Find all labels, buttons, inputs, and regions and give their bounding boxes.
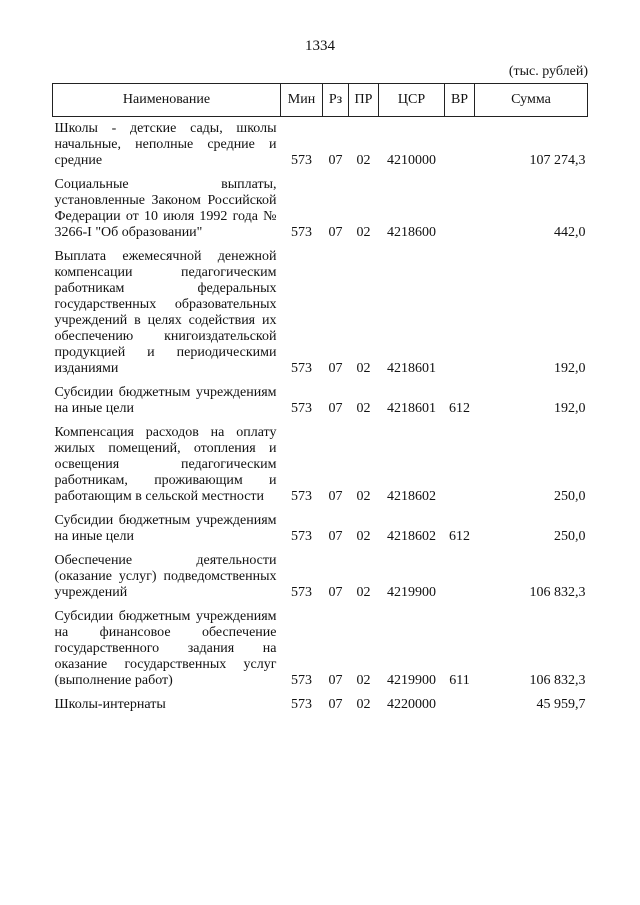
row-csr: 4210000 [387, 153, 436, 168]
row-name: Школы-интернаты [54, 697, 166, 712]
table-row [53, 549, 588, 605]
row-csr: 4218601 [387, 361, 436, 376]
row-name: Компенсация расходов на оплату жилых помещений, отопления и освещения педагогическим работникам, проживающим и работающим в сельской местности [54, 425, 277, 504]
row-min: 573 [291, 225, 312, 240]
table-row [53, 245, 588, 381]
row-min: 573 [291, 673, 312, 688]
column-header-csr: ЦСР [379, 84, 445, 117]
column-header-vr: ВР [445, 84, 475, 117]
table-header-row [53, 84, 588, 117]
row-csr: 4218601 [387, 401, 436, 416]
row-sum: 250,0 [554, 529, 586, 544]
row-min: 573 [291, 489, 312, 504]
row-name: Субсидии бюджетным учреждениям на иные цели [54, 385, 277, 416]
row-vr [445, 549, 475, 605]
row-csr: 4218600 [387, 225, 436, 240]
table-row [53, 509, 588, 549]
row-name: Субсидии бюджетным учреждениям на иные цели [54, 513, 277, 544]
row-vr [445, 117, 475, 174]
row-name: Школы - детские сады, школы начальные, неполные средние и средние [54, 121, 277, 168]
row-sum: 106 832,3 [529, 673, 586, 688]
row-vr [445, 173, 475, 245]
row-sum: 192,0 [554, 361, 586, 376]
row-csr: 4218602 [387, 529, 436, 544]
row-pr: 02 [356, 489, 371, 504]
row-min: 573 [291, 401, 312, 416]
row-name: Социальные выплаты, установленные Законом Российской Федерации от 10 июля 1992 года № 3266-I "Об образовании" [54, 177, 277, 240]
units-label: (тыс. рублей) [508, 64, 588, 79]
table-row [53, 693, 588, 717]
table-row [53, 421, 588, 509]
row-rz: 07 [328, 401, 343, 416]
row-rz: 07 [328, 529, 343, 544]
row-csr: 4219900 [387, 585, 436, 600]
row-name: Субсидии бюджетным учреждениям на финансовое обеспечение государственного задания на оказание государственных услуг (выполнение работ) [54, 609, 277, 688]
row-rz: 07 [328, 225, 343, 240]
table-row [53, 173, 588, 245]
row-min: 573 [291, 697, 312, 712]
row-rz: 07 [328, 361, 343, 376]
row-min: 573 [291, 153, 312, 168]
row-csr: 4219900 [387, 673, 436, 688]
row-rz: 07 [328, 153, 343, 168]
row-csr: 4218602 [387, 489, 436, 504]
row-sum: 442,0 [554, 225, 586, 240]
row-sum: 250,0 [554, 489, 586, 504]
column-header-name: Наименование [53, 84, 281, 117]
row-vr [445, 421, 475, 509]
row-csr: 4220000 [387, 697, 436, 712]
row-vr [445, 693, 475, 717]
table-row [53, 605, 588, 693]
row-sum: 107 274,3 [529, 153, 586, 168]
row-rz: 07 [328, 585, 343, 600]
row-sum: 192,0 [554, 401, 586, 416]
row-pr: 02 [356, 529, 371, 544]
row-rz: 07 [328, 697, 343, 712]
row-vr [445, 245, 475, 381]
column-header-pr: ПР [349, 84, 379, 117]
row-pr: 02 [356, 361, 371, 376]
row-min: 573 [291, 585, 312, 600]
row-vr: 612 [449, 401, 470, 416]
table-row [53, 117, 588, 174]
row-name: Выплата ежемесячной денежной компенсации педагогическим работникам федеральных государственных образовательных учреждений в целях содействия их обеспечению книгоиздательской продукцией и периодическими изданиями [54, 249, 277, 376]
row-pr: 02 [356, 225, 371, 240]
table-row [53, 381, 588, 421]
row-pr: 02 [356, 585, 371, 600]
row-pr: 02 [356, 153, 371, 168]
row-min: 573 [291, 361, 312, 376]
row-pr: 02 [356, 401, 371, 416]
column-header-min: Мин [281, 84, 323, 117]
page-number: 1334 [305, 38, 335, 54]
column-header-rz: Рз [323, 84, 349, 117]
row-sum: 106 832,3 [529, 585, 586, 600]
row-vr: 612 [449, 529, 470, 544]
column-header-sum: Сумма [475, 84, 588, 117]
row-rz: 07 [328, 489, 343, 504]
row-name: Обеспечение деятельности (оказание услуг) подведомственных учреждений [54, 553, 277, 600]
row-rz: 07 [328, 673, 343, 688]
row-pr: 02 [356, 673, 371, 688]
row-pr: 02 [356, 697, 371, 712]
budget-table [52, 83, 588, 717]
row-min: 573 [291, 529, 312, 544]
row-vr: 611 [449, 673, 470, 688]
row-sum: 45 959,7 [536, 697, 586, 712]
